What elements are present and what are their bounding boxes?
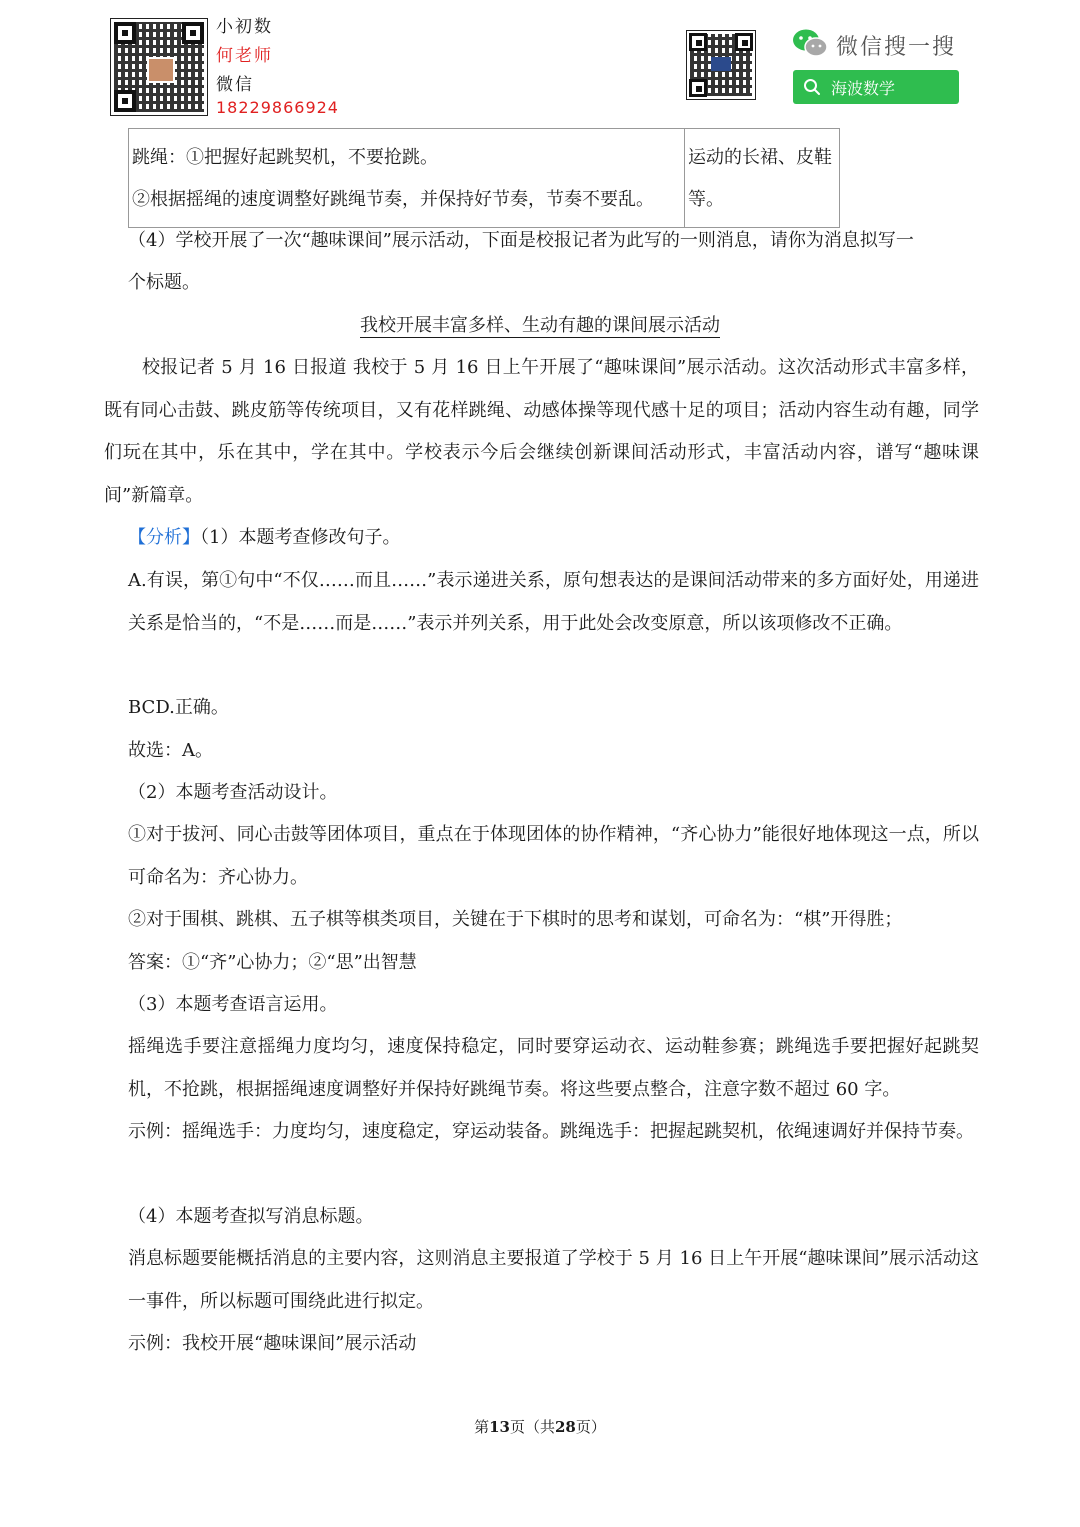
analysis-2-label: （2）本题考查活动设计。 [128,782,338,803]
header-label-2: 何老师 [216,46,273,66]
table-right-line-2: 等。 [688,189,724,210]
analysis-3-text: 摇绳选手要注意摇绳力度均匀，速度保持稳定，同时要穿运动衣、运动鞋参赛；跳绳选手要把握好起跳契机，不抢跳，根据摇绳速度调整好并保持好跳绳节奏。将这些要点整合，注意字数不超过 60 字。 [128,1036,979,1100]
table-right-line-1: 运动的长裙、皮鞋 [688,147,832,168]
wechat-search-title: 微信搜一搜 [836,35,957,60]
analysis-tag: 【分析】 [128,527,200,548]
left-qr-code-icon [110,18,208,116]
analysis-4-label: （4）本题考查拟写消息标题。 [128,1206,374,1227]
question-4-line-2: 个标题。 [128,272,200,293]
footer-mid: 页（共 [509,1418,555,1436]
analysis-a-text: A.有误，第①句中“不仅……而且……”表示递进关系，原句想表达的是课间活动带来的多方面好处，用递进关系是恰当的，“不是……而是……”表示并列关系，用于此处会改变原意，所以该项修改不正确。 [128,570,979,634]
analysis-choose: 故选：A。 [128,740,213,761]
question-4-line-1: （4）学校开展了一次“趣味课间”展示活动，下面是校报记者为此写的一则消息，请你为消息拟写一 [128,230,914,251]
footer-prefix: 第 [474,1418,490,1436]
right-qr-code-icon [686,30,756,100]
analysis-heading [128,517,400,559]
avatar [147,57,175,83]
search-button-label: 海波数学 [831,78,896,98]
analysis-3-example: 示例：摇绳选手：力度均匀，速度稳定，穿运动装备。跳绳选手：把握起跳契机，依绳速调好并保持节奏。 [128,1121,974,1142]
footer-total-pages: 28 [555,1418,576,1436]
analysis-4-example: 示例：我校开展“趣味课间”展示活动 [128,1333,417,1354]
news-body [104,347,979,517]
table-left-line-2: ②根据摇绳的速度调整好跳绳节奏，并保持好节奏，节奏不要乱。 [132,189,654,210]
analysis-2-item-2: ②对于围棋、跳棋、五子棋等棋类项目，关键在于下棋时的思考和谋划，可命名为：“棋”开得胜； [128,909,903,930]
analysis-bcd: BCD.正确。 [128,697,229,718]
search-button[interactable] [793,70,959,104]
page-footer [0,1416,1080,1437]
analysis-2-answer: 答案：①“齐”心协力；②“思”出智慧 [128,952,417,973]
analysis-2-item-1: ①对于拔河、同心击鼓等团体项目，重点在于体现团体的协作精神，“齐心协力”能很好地体现这一点，所以可命名为：齐心协力。 [128,824,979,888]
analysis-3-label: （3）本题考查语言运用。 [128,994,338,1015]
search-icon [803,78,821,96]
news-title: 我校开展丰富多样、生动有趣的课间展示活动 [360,315,720,336]
table-cell-right [685,129,840,228]
header-phone: 18229866924 [216,98,339,117]
footer-page-number: 13 [489,1418,510,1436]
table-cell-left [129,129,685,228]
header-label-1: 小初数 [216,17,273,37]
analysis-1-label: （1）本题考查修改句子。 [200,527,401,548]
answer-table [128,128,840,228]
news-body-text: 校报记者 5 月 16 日报道 我校于 5 月 16 日上午开展了“趣味课间”展示活动。这次活动形式丰富多样，既有同心击鼓、跳皮筋等传统项目，又有花样跳绳、动感体操等现代感十足的项目；活动内容生动有趣，同学们玩在其中，乐在其中，学在其中。学校表示今后会继续创新课间活动形式，丰富活动内容，谱写“趣味课间”新篇章。 [104,357,979,506]
table-left-line-1: 跳绳：①把握好起跳契机，不要抢跳。 [132,147,438,168]
wechat-icon [792,28,828,58]
analysis-4-text: 消息标题要能概括消息的主要内容，这则消息主要报道了学校于 5 月 16 日上午开展“趣味课间”展示活动这一事件，所以标题可围绕此进行拟定。 [128,1248,979,1312]
header-label-3: 微信 [216,75,254,95]
footer-suffix: 页） [575,1418,606,1436]
qr-thumbnail [711,57,731,71]
